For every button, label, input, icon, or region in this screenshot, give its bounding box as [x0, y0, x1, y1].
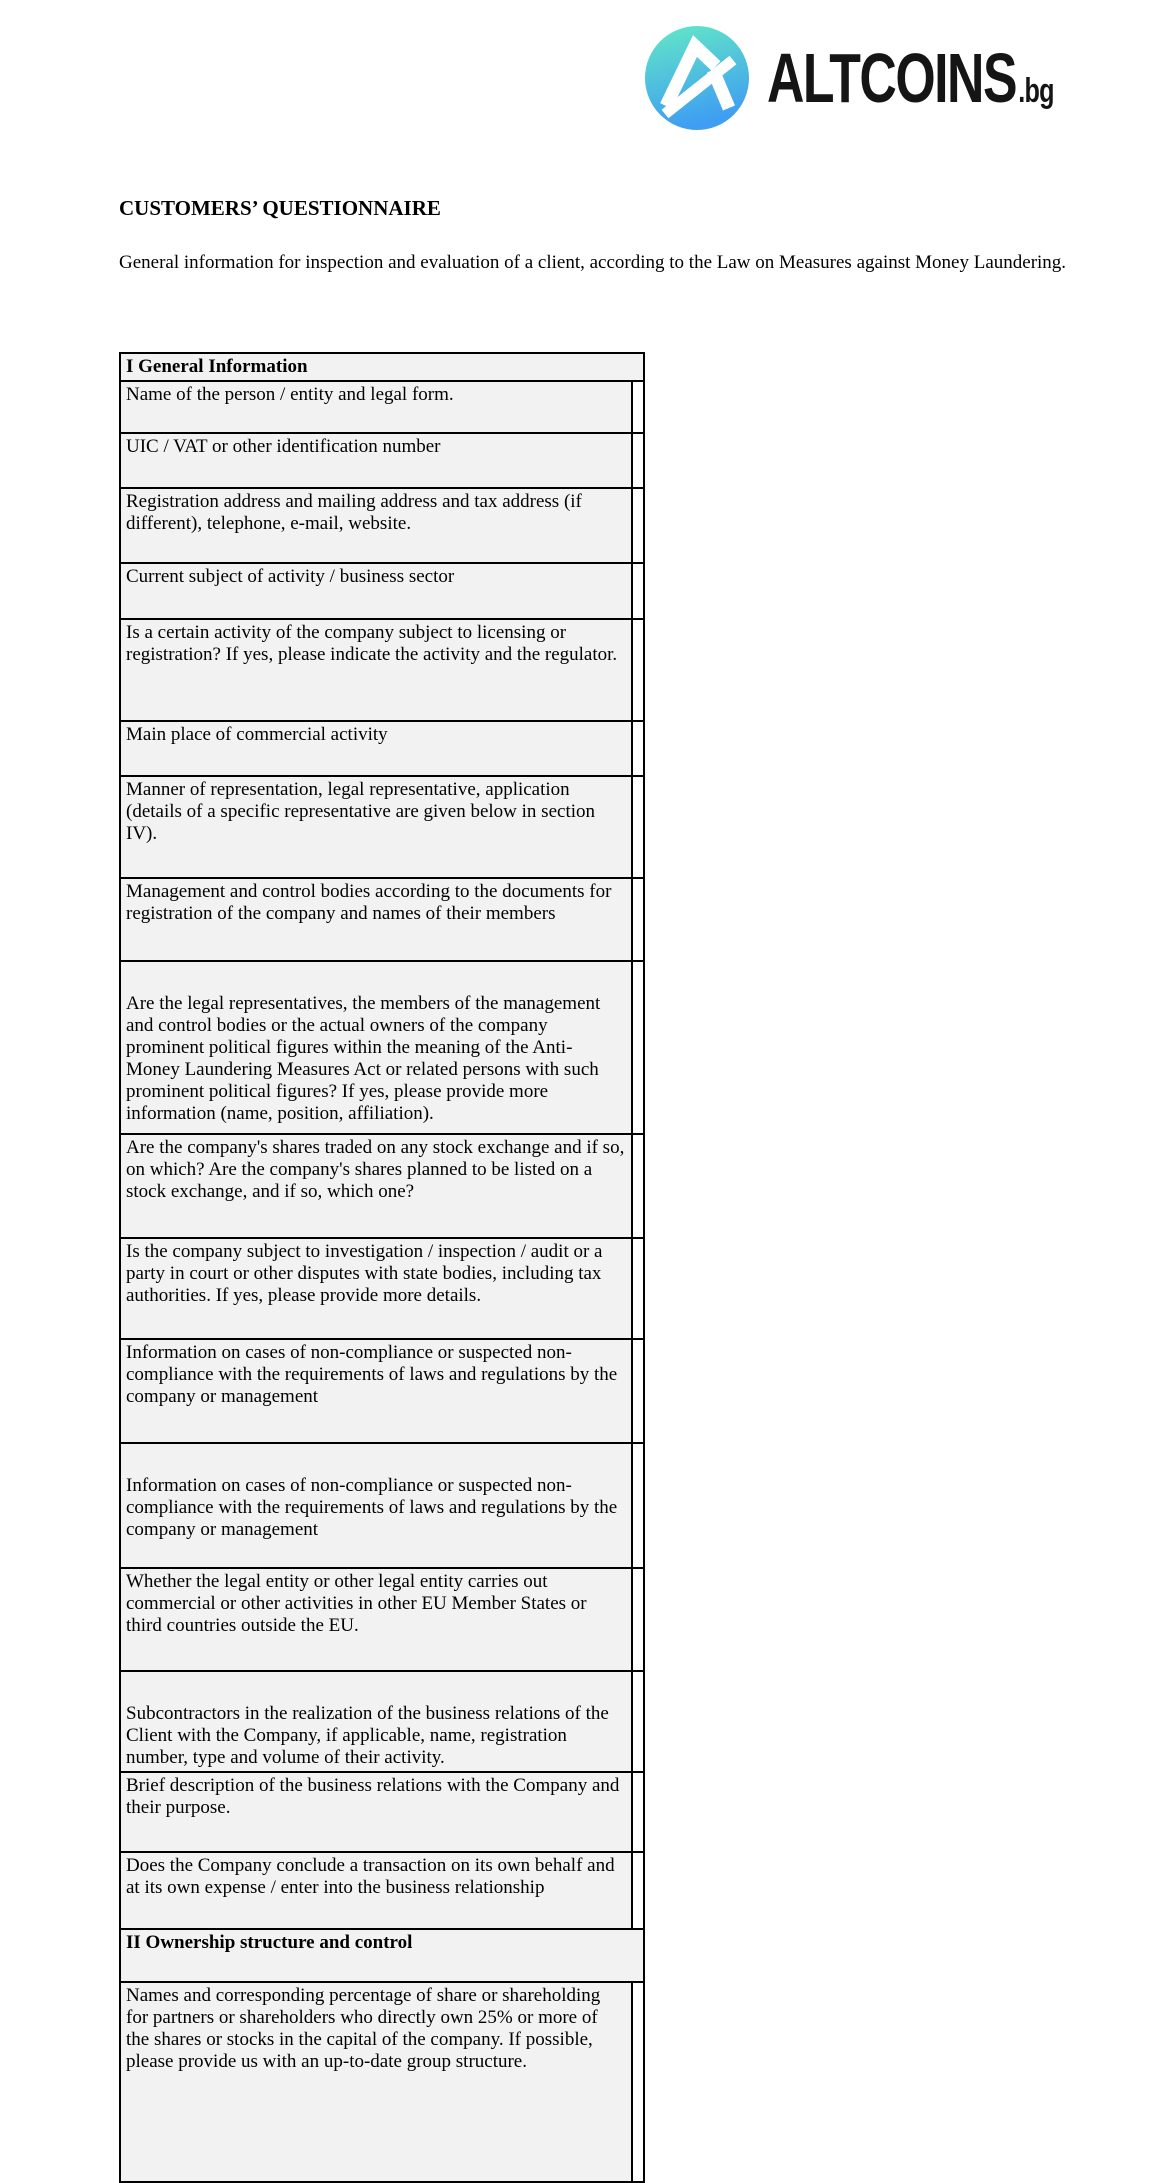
question-cell: Name of the person / entity and legal form. — [120, 381, 632, 433]
questionnaire-table — [119, 352, 645, 2183]
table-row — [120, 1982, 644, 2182]
question-cell: Brief description of the business relations with the Company and their purpose. — [120, 1772, 632, 1852]
answer-cell — [632, 961, 644, 1134]
altcoins-logo — [645, 26, 1155, 130]
altcoins-a-icon — [645, 26, 749, 130]
intro-paragraph: General information for inspection and evaluation of a client, according to the Law on Measures against Money Laundering. — [119, 252, 1067, 273]
table-row — [120, 619, 644, 721]
table-row — [120, 1852, 644, 1929]
table-row — [120, 1238, 644, 1339]
table-row — [120, 433, 644, 488]
table-row — [120, 878, 644, 961]
question-cell: Information on cases of non-compliance or suspected non-compliance with the requirements of laws and regulations by the company or management — [120, 1443, 632, 1568]
answer-cell — [632, 563, 644, 619]
table-row — [120, 776, 644, 878]
answer-cell — [632, 488, 644, 563]
question-cell: Whether the legal entity or other legal entity carries out commercial or other activities in other EU Member States or third countries outside the EU. — [120, 1568, 632, 1671]
answer-cell — [632, 1772, 644, 1852]
question-cell: Subcontractors in the realization of the business relations of the Client with the Company, if applicable, name, registration number, type and volume of their activity. — [120, 1671, 632, 1772]
answer-cell — [632, 1339, 644, 1443]
answer-cell — [632, 381, 644, 433]
answer-cell — [632, 721, 644, 776]
question-cell: Are the company's shares traded on any stock exchange and if so, on which? Are the company's shares planned to be listed on a stock exchange, and if so, which one? — [120, 1134, 632, 1238]
table-row — [120, 1772, 644, 1852]
table-row — [120, 1443, 644, 1568]
table-row — [120, 1671, 644, 1772]
answer-cell — [632, 1671, 644, 1772]
table-row — [120, 381, 644, 433]
answer-cell — [632, 1852, 644, 1929]
page-title: CUSTOMERS’ QUESTIONNAIRE — [119, 196, 441, 220]
brand-tld-text: .bg — [1018, 72, 1054, 110]
section-heading-row — [120, 1929, 644, 1982]
answer-cell — [632, 619, 644, 721]
table-row — [120, 563, 644, 619]
answer-cell — [632, 1134, 644, 1238]
answer-cell — [632, 433, 644, 488]
table-row — [120, 1339, 644, 1443]
answer-cell — [632, 1982, 644, 2182]
question-cell: Information on cases of non-compliance or suspected non-compliance with the requirements of laws and regulations by the company or management — [120, 1339, 632, 1443]
section-heading: I General Information — [120, 353, 644, 381]
answer-cell — [632, 1238, 644, 1339]
table-row — [120, 721, 644, 776]
table-row — [120, 1568, 644, 1671]
question-cell: Names and corresponding percentage of share or shareholding for partners or shareholders who directly own 25% or more of the shares or stocks in the capital of the company. If possible, please provide us with an up-to-date group structure. — [120, 1982, 632, 2182]
question-cell: Is a certain activity of the company subject to licensing or registration? If yes, please indicate the activity and the regulator. — [120, 619, 632, 721]
question-cell: Current subject of activity / business sector — [120, 563, 632, 619]
question-cell: Manner of representation, legal representative, application (details of a specific representative are given below in section IV). — [120, 776, 632, 878]
answer-cell — [632, 776, 644, 878]
question-cell: Is the company subject to investigation / inspection / audit or a party in court or other disputes with state bodies, including tax authorities. If yes, please provide more details. — [120, 1238, 632, 1339]
table-row — [120, 488, 644, 563]
table-row — [120, 1134, 644, 1238]
answer-cell — [632, 1443, 644, 1568]
questionnaire-table-body — [120, 353, 644, 2182]
brand-text: ALTCOINS — [767, 39, 1017, 117]
answer-cell — [632, 1568, 644, 1671]
question-cell: UIC / VAT or other identification number — [120, 433, 632, 488]
question-cell: Are the legal representatives, the members of the management and control bodies or the actual owners of the company prominent political figures within the meaning of the Anti-Money Laundering Measures Act or related persons with such prominent political figures? If yes, please provide more information (name, position, affiliation). — [120, 961, 632, 1134]
logo-wordmark — [767, 39, 1054, 117]
question-cell: Management and control bodies according to the documents for registration of the company and names of their members — [120, 878, 632, 961]
question-cell: Does the Company conclude a transaction on its own behalf and at its own expense / enter into the business relationship — [120, 1852, 632, 1929]
question-cell: Main place of commercial activity — [120, 721, 632, 776]
question-cell: Registration address and mailing address and tax address (if different), telephone, e-mail, website. — [120, 488, 632, 563]
section-heading-row — [120, 353, 644, 381]
section-heading: II Ownership structure and control — [120, 1929, 644, 1982]
answer-cell — [632, 878, 644, 961]
table-row — [120, 961, 644, 1134]
